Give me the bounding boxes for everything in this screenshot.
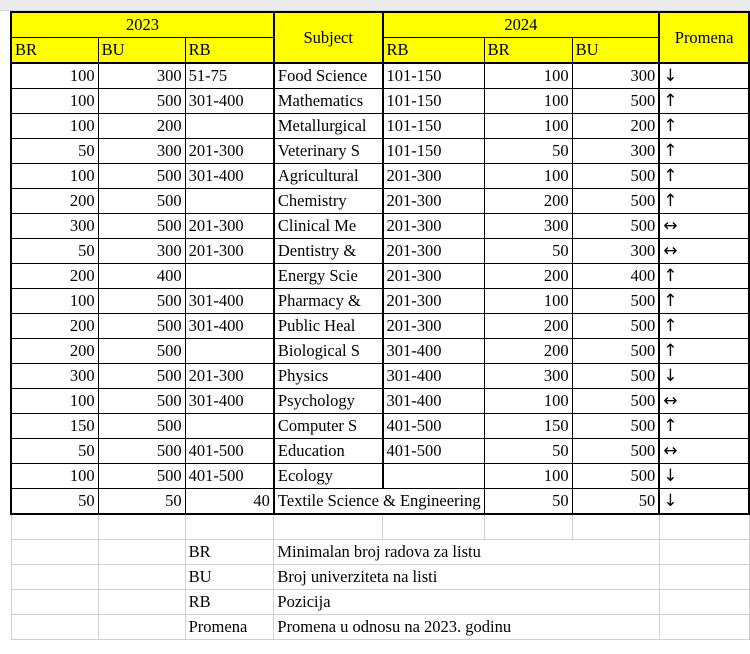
empty-cell — [572, 514, 659, 540]
table-row — [11, 489, 749, 515]
br-2024-cell: 300 — [484, 364, 572, 389]
change-arrow-icon: ↔ — [659, 214, 749, 239]
subject-cell: Veterinary S — [274, 139, 383, 164]
bu-2023-cell: 500 — [98, 339, 185, 364]
bu-2023-cell: 500 — [98, 289, 185, 314]
bu-2023-cell: 500 — [98, 414, 185, 439]
br-2024-cell: 100 — [484, 289, 572, 314]
legend-description: Promena u odnosu na 2023. godinu — [274, 615, 659, 640]
rb-2023-cell — [185, 264, 274, 289]
bu-2023-cell: 500 — [98, 89, 185, 114]
br-2024-cell: 50 — [484, 139, 572, 164]
bu-2023-cell: 500 — [98, 389, 185, 414]
br-2023-cell: 100 — [11, 164, 98, 189]
table-row — [11, 314, 749, 339]
subject-cell: Education — [274, 439, 383, 464]
empty-cell — [484, 514, 572, 540]
top-edge-bar — [0, 0, 750, 11]
rb-2024-cell: 201-300 — [383, 264, 485, 289]
rb-2024-cell: 201-300 — [383, 239, 485, 264]
br-2023-cell: 50 — [11, 239, 98, 264]
rb-2024-cell: 401-500 — [383, 414, 485, 439]
bu-2024-cell: 500 — [572, 164, 659, 189]
subject-cell: Psychology — [274, 389, 383, 414]
rb-2023-cell: 201-300 — [185, 139, 274, 164]
header-row-years — [11, 12, 749, 38]
empty-cell — [659, 615, 749, 640]
ranking-table — [10, 11, 750, 640]
rb-2024-cell: 301-400 — [383, 339, 485, 364]
bu-2023-cell: 500 — [98, 314, 185, 339]
legend-row — [11, 590, 749, 615]
br-2023-cell: 200 — [11, 339, 98, 364]
spacer-row — [11, 514, 749, 540]
br-2024-cell: 50 — [484, 489, 572, 515]
empty-cell — [383, 514, 485, 540]
table-row — [11, 464, 749, 489]
bu-2024-cell: 400 — [572, 264, 659, 289]
bu-2024-cell: 200 — [572, 114, 659, 139]
br-2023-cell: 150 — [11, 414, 98, 439]
legend-description: Broj univerziteta na listi — [274, 565, 659, 590]
change-arrow-icon: ↑ — [659, 339, 749, 364]
bu-2023-cell: 500 — [98, 189, 185, 214]
bu-2024-cell: 500 — [572, 364, 659, 389]
rb-2024-cell: 101-150 — [383, 63, 485, 89]
empty-cell — [98, 590, 185, 615]
subject-cell: Metallurgical — [274, 114, 383, 139]
table-row — [11, 89, 749, 114]
rb-2024-cell: 201-300 — [383, 164, 485, 189]
table-row — [11, 439, 749, 464]
table-row — [11, 339, 749, 364]
rb-2023-cell — [185, 414, 274, 439]
bu-2023-cell: 300 — [98, 139, 185, 164]
rb-2023-cell: 401-500 — [185, 439, 274, 464]
change-arrow-icon: ↑ — [659, 289, 749, 314]
change-arrow-icon: ↑ — [659, 114, 749, 139]
br-2024-cell: 100 — [484, 464, 572, 489]
rb-2024-cell: 401-500 — [383, 439, 485, 464]
bu-2024-cell: 50 — [572, 489, 659, 515]
br-2023-cell: 100 — [11, 464, 98, 489]
bu-2024-cell: 500 — [572, 289, 659, 314]
empty-cell — [11, 540, 98, 565]
bu-2023-cell: 500 — [98, 464, 185, 489]
br-2024-cell: 100 — [484, 164, 572, 189]
legend-row — [11, 540, 749, 565]
br-2024-cell: 200 — [484, 339, 572, 364]
rb-2023-cell: 301-400 — [185, 89, 274, 114]
br-2023-cell: 300 — [11, 364, 98, 389]
subject-cell: Biological S — [274, 339, 383, 364]
empty-cell — [659, 514, 749, 540]
empty-cell — [11, 565, 98, 590]
br-2024-cell: 100 — [484, 389, 572, 414]
empty-cell — [659, 565, 749, 590]
table-row — [11, 214, 749, 239]
legend-row — [11, 565, 749, 590]
rb-2023-cell: 301-400 — [185, 314, 274, 339]
bu-2024-cell: 300 — [572, 63, 659, 89]
promena-header: Promena — [659, 12, 749, 63]
subject-cell: Clinical Me — [274, 214, 383, 239]
bu-2024-cell: 300 — [572, 239, 659, 264]
bu-2024-cell: 500 — [572, 439, 659, 464]
bu-2024-cell: 500 — [572, 414, 659, 439]
bu-2024-cell: 300 — [572, 139, 659, 164]
empty-cell — [659, 590, 749, 615]
rb-2023-cell: 40 — [185, 489, 274, 515]
table-row — [11, 414, 749, 439]
col-header-rb-2023: RB — [185, 38, 274, 64]
br-2024-cell: 50 — [484, 439, 572, 464]
legend-abbr: Promena — [185, 615, 274, 640]
year-2023-header: 2023 — [11, 12, 274, 38]
empty-cell — [98, 565, 185, 590]
br-2024-cell: 50 — [484, 239, 572, 264]
br-2023-cell: 100 — [11, 114, 98, 139]
br-2023-cell: 100 — [11, 63, 98, 89]
rb-2024-cell — [383, 464, 485, 489]
col-header-br-2024: BR — [484, 38, 572, 64]
subject-cell: Energy Scie — [274, 264, 383, 289]
rb-2024-cell: 201-300 — [383, 189, 485, 214]
table-row — [11, 364, 749, 389]
table-row — [11, 239, 749, 264]
br-2023-cell: 100 — [11, 389, 98, 414]
change-arrow-icon: ↓ — [659, 364, 749, 389]
empty-cell — [11, 615, 98, 640]
rb-2023-cell — [185, 114, 274, 139]
bu-2023-cell: 400 — [98, 264, 185, 289]
empty-cell — [659, 540, 749, 565]
bu-2024-cell: 500 — [572, 214, 659, 239]
bu-2023-cell: 500 — [98, 164, 185, 189]
br-2024-cell: 150 — [484, 414, 572, 439]
bu-2024-cell: 500 — [572, 314, 659, 339]
change-arrow-icon: ↑ — [659, 189, 749, 214]
rb-2024-cell: 201-300 — [383, 314, 485, 339]
col-header-bu-2024: BU — [572, 38, 659, 64]
empty-cell — [11, 590, 98, 615]
rb-2024-cell: 101-150 — [383, 114, 485, 139]
bu-2024-cell: 500 — [572, 464, 659, 489]
rb-2023-cell — [185, 189, 274, 214]
subject-cell: Food Science — [274, 63, 383, 89]
rb-2024-cell: 101-150 — [383, 139, 485, 164]
change-arrow-icon: ↑ — [659, 264, 749, 289]
change-arrow-icon: ↑ — [659, 164, 749, 189]
br-2024-cell: 200 — [484, 264, 572, 289]
table-row — [11, 189, 749, 214]
br-2023-cell: 300 — [11, 214, 98, 239]
rb-2023-cell: 201-300 — [185, 239, 274, 264]
br-2023-cell: 200 — [11, 314, 98, 339]
rb-2024-cell: 201-300 — [383, 289, 485, 314]
bu-2024-cell: 500 — [572, 339, 659, 364]
subject-cell: Public Heal — [274, 314, 383, 339]
bu-2023-cell: 300 — [98, 239, 185, 264]
bu-2023-cell: 500 — [98, 214, 185, 239]
br-2023-cell: 50 — [11, 139, 98, 164]
br-2023-cell: 200 — [11, 264, 98, 289]
bu-2023-cell: 200 — [98, 114, 185, 139]
change-arrow-icon: ↑ — [659, 314, 749, 339]
br-2024-cell: 200 — [484, 314, 572, 339]
change-arrow-icon: ↑ — [659, 89, 749, 114]
empty-cell — [11, 514, 98, 540]
legend-description: Pozicija — [274, 590, 659, 615]
subject-cell: Physics — [274, 364, 383, 389]
legend-abbr: BU — [185, 565, 274, 590]
br-2023-cell: 50 — [11, 439, 98, 464]
col-header-bu-2023: BU — [98, 38, 185, 64]
subject-cell: Textile Science & Engineering — [274, 489, 484, 515]
rb-2023-cell: 301-400 — [185, 389, 274, 414]
legend-abbr: BR — [185, 540, 274, 565]
table-row — [11, 139, 749, 164]
subject-cell: Pharmacy & — [274, 289, 383, 314]
change-arrow-icon: ↔ — [659, 239, 749, 264]
rb-2023-cell: 51-75 — [185, 63, 274, 89]
br-2023-cell: 50 — [11, 489, 98, 515]
table-row — [11, 264, 749, 289]
subject-cell: Agricultural — [274, 164, 383, 189]
br-2024-cell: 100 — [484, 89, 572, 114]
change-arrow-icon: ↑ — [659, 414, 749, 439]
rb-2023-cell — [185, 339, 274, 364]
br-2024-cell: 100 — [484, 114, 572, 139]
change-arrow-icon: ↔ — [659, 389, 749, 414]
change-arrow-icon: ↓ — [659, 464, 749, 489]
br-2023-cell: 100 — [11, 289, 98, 314]
subject-header: Subject — [274, 12, 383, 63]
br-2024-cell: 100 — [484, 63, 572, 89]
table-row — [11, 63, 749, 89]
rb-2023-cell: 201-300 — [185, 214, 274, 239]
rb-2023-cell: 401-500 — [185, 464, 274, 489]
empty-cell — [274, 514, 383, 540]
col-header-rb-2024: RB — [383, 38, 485, 64]
legend-abbr: RB — [185, 590, 274, 615]
change-arrow-icon: ↓ — [659, 63, 749, 89]
rb-2023-cell: 301-400 — [185, 289, 274, 314]
table-row — [11, 289, 749, 314]
br-2023-cell: 200 — [11, 189, 98, 214]
bu-2023-cell: 500 — [98, 364, 185, 389]
table-row — [11, 389, 749, 414]
br-2024-cell: 300 — [484, 214, 572, 239]
bu-2024-cell: 500 — [572, 89, 659, 114]
change-arrow-icon: ↔ — [659, 439, 749, 464]
empty-cell — [98, 540, 185, 565]
rb-2023-cell: 201-300 — [185, 364, 274, 389]
bu-2024-cell: 500 — [572, 189, 659, 214]
empty-cell — [98, 514, 185, 540]
bu-2024-cell: 500 — [572, 389, 659, 414]
table-row — [11, 164, 749, 189]
change-arrow-icon: ↑ — [659, 139, 749, 164]
legend-description: Minimalan broj radova za listu — [274, 540, 659, 565]
subject-cell: Chemistry — [274, 189, 383, 214]
br-2023-cell: 100 — [11, 89, 98, 114]
subject-cell: Ecology — [274, 464, 383, 489]
year-2024-header: 2024 — [383, 12, 660, 38]
col-header-br-2023: BR — [11, 38, 98, 64]
legend-row — [11, 615, 749, 640]
bu-2023-cell: 300 — [98, 63, 185, 89]
bu-2023-cell: 50 — [98, 489, 185, 515]
subject-cell: Mathematics — [274, 89, 383, 114]
rb-2024-cell: 201-300 — [383, 214, 485, 239]
rb-2023-cell: 301-400 — [185, 164, 274, 189]
empty-cell — [185, 514, 274, 540]
rb-2024-cell: 101-150 — [383, 89, 485, 114]
bu-2023-cell: 500 — [98, 439, 185, 464]
change-arrow-icon: ↓ — [659, 489, 749, 515]
empty-cell — [98, 615, 185, 640]
table-row — [11, 114, 749, 139]
subject-cell: Computer S — [274, 414, 383, 439]
rb-2024-cell: 301-400 — [383, 389, 485, 414]
br-2024-cell: 200 — [484, 189, 572, 214]
subject-cell: Dentistry & — [274, 239, 383, 264]
rb-2024-cell: 301-400 — [383, 364, 485, 389]
